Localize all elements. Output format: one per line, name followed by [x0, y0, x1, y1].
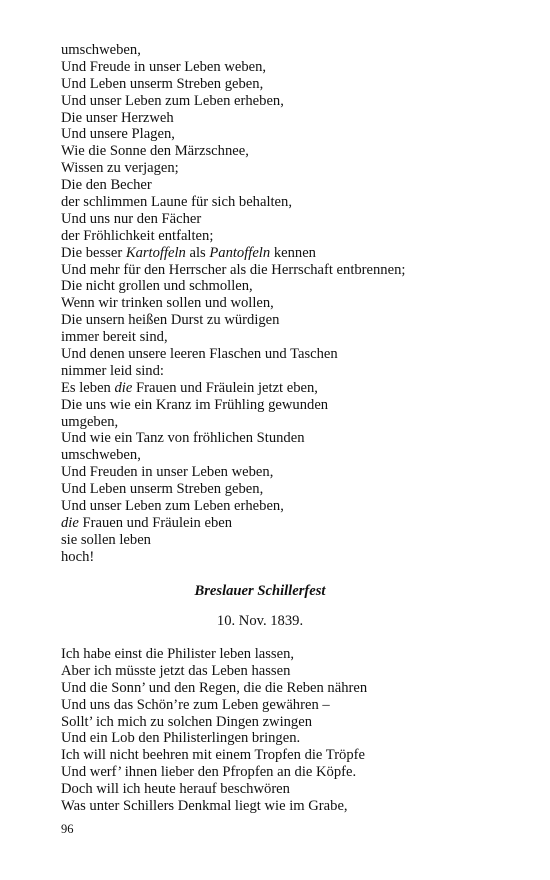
verse-text: Sollt’ ich mich zu solchen Dingen zwingen — [61, 713, 313, 730]
poem-title: Breslauer Schillerfest — [194, 583, 326, 599]
verse-text: Aber ich müsste jetzt das Leben hassen — [61, 662, 291, 679]
verse-text: sie sollen leben — [61, 531, 151, 548]
poem-date: 10. Nov. 1839. — [216, 613, 304, 629]
verse-line — [61, 730, 511, 747]
verse-line — [61, 59, 511, 76]
verse-line — [61, 798, 511, 815]
verse-text: Ich habe einst die Philister leben lassen, — [61, 646, 295, 662]
verse-text: Was unter Schillers Denkmal liegt wie im Grabe, — [61, 798, 348, 815]
verse-text: umschweben, — [61, 447, 141, 464]
verse-text: Und die Sonn’ und den Regen, die die Reben nähren — [61, 679, 368, 696]
verse-text: Es leben — [61, 379, 115, 396]
verse-line — [61, 329, 511, 346]
verse-text: Wie die Sonne den Märzschnee, — [61, 143, 249, 160]
verse-line — [61, 697, 511, 714]
verse-text: Und Leben unserm Streben geben, — [61, 481, 264, 498]
verse-line — [61, 464, 511, 481]
verse-line — [61, 747, 511, 764]
verse-line — [61, 93, 511, 110]
verse-line — [61, 110, 511, 127]
verse-text: als — [185, 244, 210, 261]
verse-text: Und mehr für den Herrscher als die Herrschaft entbrennen; — [61, 261, 406, 278]
emphasis-text: die — [61, 514, 79, 531]
verse-text: immer bereit sind, — [61, 329, 168, 346]
verse-text: Und uns nur den Fächer — [61, 210, 202, 227]
verse-text: Die uns wie ein Kranz im Frühling gewunden — [61, 396, 329, 413]
verse-text: Und unser Leben zum Leben erheben, — [61, 92, 284, 109]
verse-line — [61, 680, 511, 697]
verse-line — [61, 430, 511, 447]
verse-text: Und ein Lob den Philisterlingen bringen. — [61, 730, 301, 747]
verse-text: Wenn wir trinken sollen und wollen, — [61, 295, 274, 312]
verse-line — [61, 295, 511, 312]
verse-text: der schlimmen Laune für sich behalten, — [61, 194, 292, 211]
verse-line — [61, 262, 511, 279]
verse-line — [61, 663, 511, 680]
verse-line — [61, 76, 511, 93]
verse-line — [61, 160, 511, 177]
verse-line — [61, 278, 511, 295]
verse-line — [61, 447, 511, 464]
verse-text: Die nicht grollen und schmollen, — [61, 278, 253, 295]
verse-line — [61, 397, 511, 414]
verse-line — [61, 126, 511, 143]
verse-line — [61, 714, 511, 731]
verse-text: der Fröhlichkeit entfalten; — [61, 227, 214, 244]
verse-text: Frauen und Fräulein eben — [78, 514, 233, 531]
verse-line — [61, 245, 511, 262]
verse-line — [61, 498, 511, 515]
verse-line — [61, 211, 511, 228]
verse-text: Und unser Leben zum Leben erheben, — [61, 498, 284, 515]
verse-line — [61, 781, 511, 798]
verse-text: Und wie ein Tanz von fröhlichen Stunden — [61, 430, 305, 447]
verse-text: Die den Becher — [61, 177, 152, 194]
verse-line — [61, 143, 511, 160]
page-number: 96 — [61, 822, 74, 836]
verse-line — [61, 177, 511, 194]
verse-text: Ich will nicht beehren mit einem Tropfen die Tröpfe — [61, 747, 365, 764]
verse-text: Die besser — [61, 244, 126, 261]
verse-line — [61, 363, 511, 380]
emphasis-text: Pantoffeln — [209, 244, 271, 261]
verse-text: Die unser Herzweh — [61, 109, 174, 126]
verse-line — [61, 312, 511, 329]
verse-line — [61, 414, 511, 431]
verse-text: Und denen unsere leeren Flaschen und Taschen — [61, 346, 338, 363]
verse-line — [61, 346, 511, 363]
verse-text: Die unsern heißen Durst zu würdigen — [61, 312, 280, 329]
verse-text: kennen — [270, 244, 316, 261]
verse-text: hoch! — [61, 548, 95, 565]
verse-line — [61, 515, 511, 532]
verse-text: umgeben, — [61, 413, 119, 430]
verse-line — [61, 764, 511, 781]
verse-text: umschweben, — [61, 42, 141, 58]
verse-text: Wissen zu verjagen; — [61, 160, 179, 177]
verse-text: Und Freuden in unser Leben weben, — [61, 464, 274, 481]
verse-text: Frauen und Fräulein jetzt eben, — [132, 379, 318, 396]
poem-schillerfest — [61, 646, 511, 815]
verse-text: Doch will ich heute herauf beschwören — [61, 781, 290, 798]
emphasis-text: Kartoffeln — [125, 244, 186, 261]
verse-line — [61, 380, 511, 397]
verse-line — [61, 532, 511, 549]
verse-text: Und unsere Plagen, — [61, 126, 175, 143]
poem-continuation — [61, 42, 511, 566]
verse-line — [61, 194, 511, 211]
verse-line — [61, 481, 511, 498]
verse-text: nimmer leid sind: — [61, 362, 164, 379]
verse-line — [61, 42, 511, 59]
verse-text: Und werf’ ihnen lieber den Pfropfen an die Köpfe. — [61, 764, 357, 781]
verse-text: Und Leben unserm Streben geben, — [61, 75, 264, 92]
verse-text: Und Freude in unser Leben weben, — [61, 58, 267, 75]
verse-line — [61, 646, 511, 663]
verse-line — [61, 549, 511, 566]
verse-line — [61, 228, 511, 245]
emphasis-text: die — [114, 379, 133, 396]
verse-text: Und uns das Schön’re zum Leben gewähren – — [61, 696, 330, 713]
